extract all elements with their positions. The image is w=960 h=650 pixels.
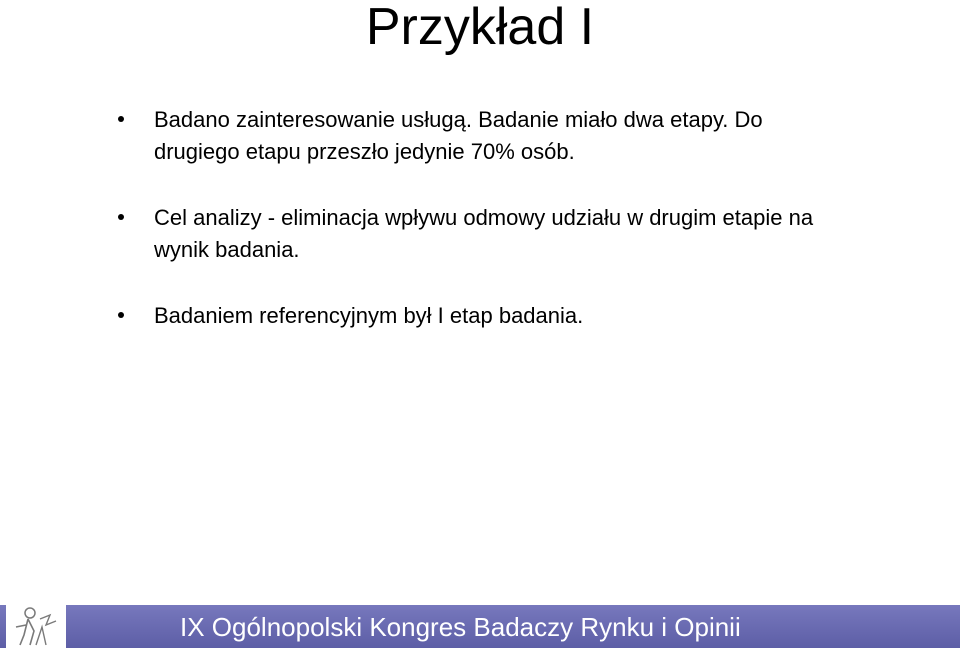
congress-logo-icon bbox=[6, 605, 66, 648]
bullet-list bbox=[118, 104, 838, 366]
bullet-dot-icon bbox=[118, 116, 124, 122]
footer-congress-title: IX Ogólnopolski Kongres Badaczy Rynku i Opinii bbox=[180, 612, 741, 642]
bullet-dot-icon bbox=[118, 312, 124, 318]
bullet-item-1 bbox=[118, 104, 838, 168]
bullet-item-2 bbox=[118, 202, 838, 266]
bullet-item-3 bbox=[118, 300, 838, 332]
footer-banner bbox=[0, 605, 960, 648]
bullet-text-2: Cel analizy - eliminacja wpływu odmowy udziału w drugim etapie na wynik badania. bbox=[154, 205, 814, 262]
bullet-text-1: Badano zainteresowanie usługą. Badanie miało dwa etapy. Do drugiego etapu przeszło jedynie 70% osób. bbox=[154, 107, 763, 164]
bullet-dot-icon bbox=[118, 214, 124, 220]
slide-title: Przykład I bbox=[365, 0, 595, 56]
bullet-text-3: Badaniem referencyjnym był I etap badania. bbox=[154, 303, 584, 328]
